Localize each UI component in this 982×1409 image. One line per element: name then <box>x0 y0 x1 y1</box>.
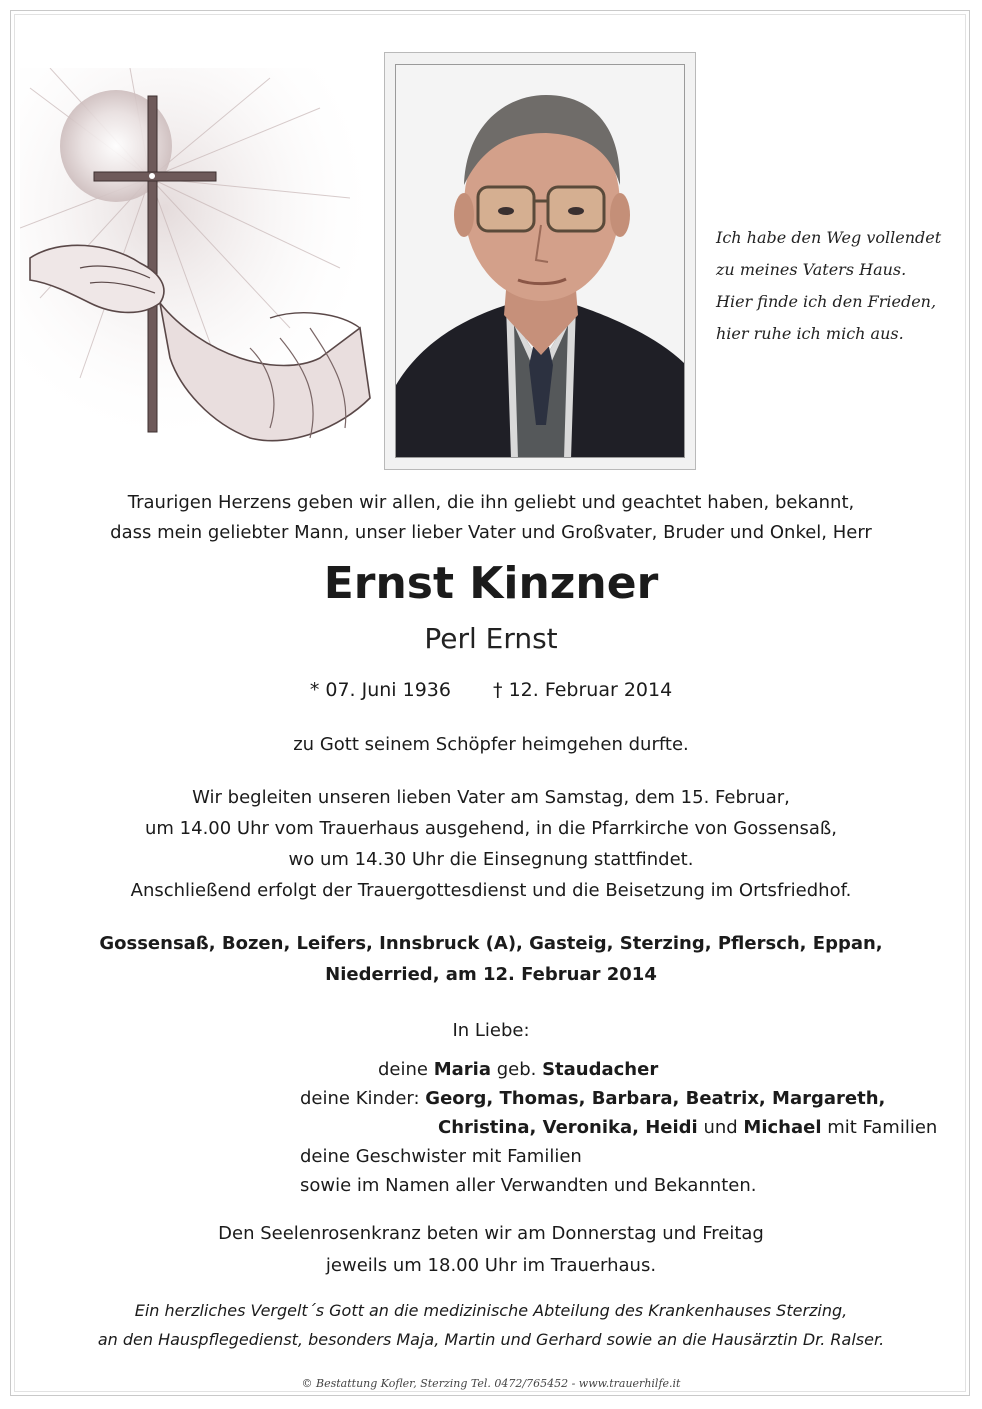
funeral-line: wo um 14.30 Uhr die Einsegnung stattfindet. <box>288 849 694 870</box>
deceased-nickname: Perl Ernst <box>424 622 558 655</box>
wife-mid: geb. <box>490 1059 543 1080</box>
poem-line: Hier finde ich den Frieden, <box>716 292 937 311</box>
children-names: Georg, Thomas, Barbara, Beatrix, Margareth, <box>425 1088 886 1109</box>
birth-date: * 07. Juni 1936 <box>309 679 451 701</box>
wife-prefix: deine <box>378 1059 434 1080</box>
funeral-line: Wir begleiten unseren lieben Vater am Samstag, dem 15. Februar, <box>192 787 790 808</box>
family-children-cont <box>300 1113 937 1142</box>
in-love-heading: In Liebe: <box>452 1020 530 1041</box>
family-list <box>300 1055 937 1200</box>
rosary-info <box>0 1218 982 1282</box>
funeral-line: Anschließend erfolgt der Trauergottesdienst und die Beisetzung im Ortsfriedhof. <box>130 880 852 901</box>
thanks-text <box>0 1296 982 1354</box>
family-children <box>300 1084 937 1113</box>
footer-credit: © Bestattung Kofler, Sterzing Tel. 0472/765452 - www.trauerhilfe.it <box>301 1377 681 1390</box>
poem-line: hier ruhe ich mich aus. <box>716 324 904 343</box>
life-dates <box>0 676 982 704</box>
intro-line: Traurigen Herzens geben wir allen, die ihn geliebt und geachtet haben, bekannt, <box>127 492 855 513</box>
thanks-line: an den Hauspflegedienst, besonders Maja, Martin und Gerhard sowie an die Hausärztin Dr. Ralser. <box>97 1330 885 1349</box>
poem-line: zu meines Vaters Haus. <box>716 260 907 279</box>
children-suffix: mit Familien <box>821 1117 938 1138</box>
family-siblings: deine Geschwister mit Familien <box>300 1146 582 1167</box>
places-line: Niederried, am 12. Februar 2014 <box>325 964 657 985</box>
death-date: † 12. Februar 2014 <box>493 679 673 701</box>
wife-maiden-name: Staudacher <box>542 1059 659 1080</box>
funeral-line: um 14.00 Uhr vom Trauerhaus ausgehend, in die Pfarrkirche von Gossensaß, <box>145 818 837 839</box>
rosary-line: Den Seelenrosenkranz beten wir am Donnerstag und Freitag <box>218 1223 764 1244</box>
intro-line: dass mein geliebter Mann, unser lieber Vater und Großvater, Bruder und Onkel, Herr <box>110 522 872 543</box>
rosary-line: jeweils um 18.00 Uhr im Trauerhaus. <box>325 1255 657 1276</box>
children-and: und <box>697 1117 744 1138</box>
intro-text <box>0 488 982 548</box>
places-and-date <box>0 928 982 990</box>
family-wife <box>300 1055 937 1084</box>
places-line: Gossensaß, Bozen, Leifers, Innsbruck (A), Gasteig, Sterzing, Pflersch, Eppan, <box>99 933 883 954</box>
wife-name: Maria <box>433 1059 491 1080</box>
passing-text: zu Gott seinem Schöpfer heimgehen durfte. <box>293 734 689 755</box>
thanks-line: Ein herzliches Vergelt´s Gott an die medizinische Abteilung des Krankenhauses Sterzing, <box>134 1301 848 1320</box>
children-last-name: Michael <box>743 1117 822 1138</box>
children-prefix: deine Kinder: <box>300 1088 426 1109</box>
funeral-details <box>0 782 982 906</box>
portrait-photo <box>395 64 685 458</box>
children-names: Christina, Veronika, Heidi <box>438 1117 698 1138</box>
deceased-name: Ernst Kinzner <box>323 558 659 609</box>
family-relatives: sowie im Namen aller Verwandten und Bekannten. <box>300 1175 757 1196</box>
poem-line: Ich habe den Weg vollendet <box>716 228 942 247</box>
poem <box>716 222 968 350</box>
cross-hands-illustration <box>20 68 382 470</box>
